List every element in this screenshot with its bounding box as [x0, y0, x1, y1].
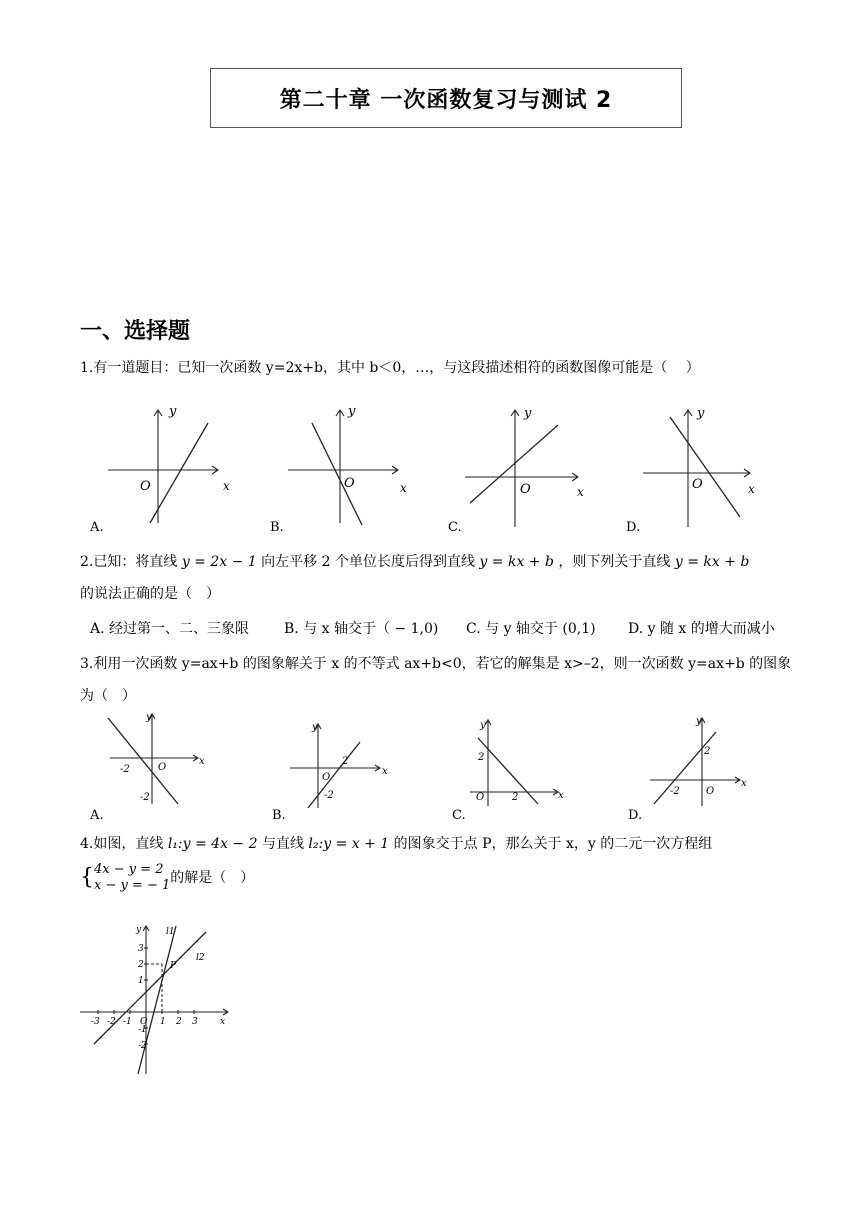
- svg-text:2: 2: [176, 1017, 182, 1027]
- svg-text:2: 2: [512, 792, 519, 803]
- q4-math-1: l₁:y = 4x − 2: [167, 836, 258, 852]
- q1-option-b: B.: [270, 520, 284, 535]
- question-3-graphs: [90, 708, 770, 808]
- q3-option-b: B.: [272, 808, 286, 823]
- svg-text:-2: -2: [107, 1017, 116, 1027]
- document-title: 第二十章 一次函数复习与测试 2: [279, 87, 613, 113]
- question-4-system: [80, 862, 254, 894]
- q2-option-c: C. 与 y 轴交于 (0,1): [466, 621, 596, 637]
- svg-text:y: y: [146, 712, 152, 723]
- question-4-graph: [76, 920, 236, 1080]
- q1d-o-label: O: [692, 477, 703, 492]
- question-2-line-2: 的说法正确的是（ ）: [80, 586, 220, 602]
- q3-graph-d: [650, 716, 747, 806]
- svg-text:-2: -2: [670, 786, 680, 797]
- question-1-text: 1.有一道题目：已知一次函数 y=2x+b，其中 b＜0，…，与这段描述相符的函数图像可能是（ ）: [80, 360, 700, 376]
- q2-option-a: A. 经过第一、二、三象限: [90, 621, 250, 637]
- q1c-y-label: y: [524, 406, 532, 421]
- q3-graph-a: [108, 712, 205, 804]
- q1a-o-label: O: [140, 479, 151, 494]
- svg-text:-2: -2: [324, 790, 334, 801]
- svg-text:-1: -1: [123, 1017, 132, 1027]
- svg-text:O: O: [322, 772, 331, 783]
- q1b-y-label: y: [348, 404, 356, 419]
- question-1-graphs: [80, 395, 780, 535]
- q1-graph-c: [465, 406, 584, 527]
- svg-text:3: 3: [192, 1017, 198, 1027]
- svg-text:-3: -3: [91, 1017, 100, 1027]
- svg-text:-1: -1: [138, 1025, 147, 1035]
- question-4-line-1: 4.如图，直线 l₁:y = 4x − 2 与直线 l₂:y = x + 1 的图象交于点 P，那么关于 x，y 的二元一次方程组: [80, 836, 713, 852]
- svg-text:2: 2: [138, 960, 144, 970]
- section-heading: 一、选择题: [80, 319, 191, 344]
- question-4-line-2: 的解是（ ）: [170, 870, 255, 886]
- svg-text:P: P: [170, 961, 177, 971]
- q1d-y-label: y: [697, 406, 705, 421]
- q3-graph-c: [470, 720, 564, 806]
- svg-text:y: y: [696, 716, 702, 727]
- svg-text:y: y: [312, 722, 318, 733]
- title-box: [210, 68, 682, 128]
- system-eq-2: x − y = − 1: [94, 878, 171, 893]
- svg-text:-2: -2: [140, 792, 150, 803]
- q4-math-2: l₂:y = x + 1: [308, 836, 390, 852]
- svg-text:x: x: [220, 1017, 226, 1027]
- svg-text:-2: -2: [120, 764, 130, 775]
- q3-graph-b: [290, 722, 388, 808]
- q1c-x-label: x: [577, 485, 584, 499]
- svg-text:3: 3: [138, 944, 144, 954]
- svg-text:O: O: [706, 786, 715, 797]
- q2-math-2: y = kx + b: [479, 554, 554, 570]
- svg-text:1: 1: [160, 1017, 166, 1027]
- q1d-x-label: x: [748, 482, 755, 496]
- svg-text:1: 1: [138, 976, 144, 986]
- q2-math-3: y = kx + b: [674, 554, 750, 570]
- q2-option-b: B. 与 x 轴交于（ − 1,0): [284, 621, 439, 637]
- q1-option-c: C.: [448, 520, 462, 535]
- svg-text:O: O: [158, 762, 167, 773]
- svg-text:O: O: [140, 1017, 148, 1027]
- system-eq-1: 4x − y = 2: [94, 862, 164, 877]
- svg-text:x: x: [741, 778, 747, 789]
- svg-text:2: 2: [478, 752, 485, 763]
- svg-text:y: y: [480, 720, 486, 731]
- svg-text:2: 2: [342, 756, 349, 767]
- svg-text:2: 2: [704, 746, 711, 757]
- q1-graph-b: [288, 404, 407, 525]
- q3-option-c: C.: [452, 808, 466, 823]
- q3-option-a: A.: [90, 808, 104, 823]
- q1-graph-d: [643, 406, 755, 527]
- q2-option-d: D. y 随 x 的增大而减小: [628, 621, 775, 637]
- q1a-y-label: y: [169, 404, 177, 419]
- question-3-line-2: 为（ ）: [80, 688, 136, 704]
- svg-text:O: O: [476, 792, 485, 803]
- q3-option-d: D.: [628, 808, 643, 823]
- svg-text:x: x: [199, 756, 205, 767]
- q1c-o-label: O: [520, 482, 531, 497]
- question-3-line-1: 3.利用一次函数 y=ax+b 的图象解关于 x 的不等式 ax+b<0，若它的解集是 x>–2，则一次函数 y=ax+b 的图象: [80, 656, 792, 672]
- svg-text:-2: -2: [138, 1041, 147, 1051]
- svg-text:l2: l2: [196, 953, 205, 963]
- q1b-x-label: x: [400, 481, 407, 495]
- q1-option-d: D.: [626, 520, 641, 535]
- q1-option-a: A.: [90, 520, 104, 535]
- q1-graph-a: [108, 404, 230, 523]
- q1a-x-label: x: [223, 479, 230, 493]
- brace-symbol: {: [80, 865, 94, 890]
- svg-text:y: y: [136, 925, 142, 935]
- q1b-o-label: O: [344, 476, 355, 491]
- svg-text:l1: l1: [166, 927, 175, 937]
- q2-math-1: y = 2x − 1: [181, 554, 257, 570]
- svg-text:x: x: [382, 766, 388, 777]
- svg-text:x: x: [558, 790, 564, 801]
- question-2-line-1: 2.已知：将直线 y = 2x − 1 向左平移 2 个单位长度后得到直线 y = kx + b ，则下列关于直线 y = kx + b: [80, 554, 750, 570]
